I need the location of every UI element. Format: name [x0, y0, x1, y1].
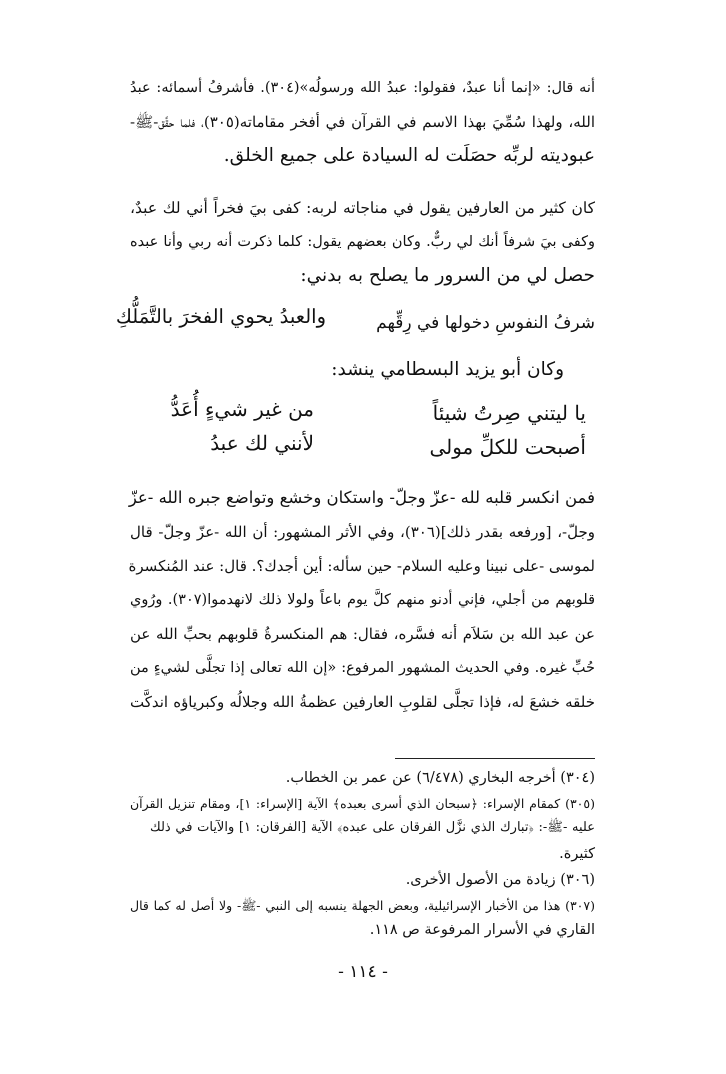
verse-hemistich-right: يا ليتني صِرتُ شيئاً — [432, 401, 586, 425]
body-line: لموسى -على نبينا وعليه السلام- حين سأله: أين أجدك؟. قال: عند المُنكسرة — [128, 557, 595, 575]
body-line: عن عبد الله بن سَلاَم أنه فسَّره، فقال: هم المنكسرةُ قلوبهم بحبِّ الله عن — [130, 625, 595, 643]
footnote: كثيرة. — [559, 846, 595, 862]
body-line: أنه قال: «إنما أنا عبدٌ، فقولوا: عبدُ الله ورسولُه»(٣٠٤). فأشرفُ أسمائه: عبدُ — [130, 80, 595, 96]
verse-hemistich-right: شرفُ النفوسِ دخولها في رِقِّهم — [376, 313, 595, 333]
footnote: القاري في الأسرار المرفوعة ص ١١٨. — [369, 922, 595, 938]
verse-hemistich-right: أصبحت للكلِّ مولى — [429, 435, 586, 459]
body-line: وكفى بيَ شرفاً أنك لي ربٌّ. وكان بعضهم يقول: كلما ذكرت أنه ربي وأنا عبده — [130, 234, 595, 250]
verse-hemistich-left: من غير شيءٍ أُعَدُّ — [170, 397, 314, 421]
body-line: كان كثير من العارفين يقول في مناجاته لربه: كفى بيَ فخراً أني لك عبدٌ، — [130, 199, 595, 217]
page-number: - ١١٤ - — [338, 962, 388, 982]
body-line: حصل لي من السرور ما يصلح به بدني: — [300, 265, 595, 286]
body-line: فمن انكسر قلبه لله -عزّ وجلّ- واستكان وخشع وتواضع جبره الله -عزّ — [128, 488, 595, 507]
body-line: الله، ولهذا سُمِّيَ بهذا الاسم في القرآن في أفخر مقاماته(٣٠٥)، فلما حقَّق-ﷺ- — [130, 113, 595, 131]
verse-hemistich-left: والعبدُ يحوي الفخرَ بالتَّمَلُّكِ — [115, 305, 326, 328]
body-line: قلوبهم من أجلي، فإني أدنو منهم كلَّ يوم باعاً ولولا ذلك لانهدموا(٣٠٧). ورُوي — [130, 592, 596, 608]
footnote-separator — [395, 758, 595, 759]
verse-hemistich-left: لأنني لك عبدُ — [210, 431, 314, 455]
body-line: خلقه خشعَ له، فإذا تجلَّى لقلوبِ العارفين عظمةُ الله وجلالُه وكبرياؤه اندكَّت — [130, 693, 595, 711]
body-line: عبوديته لربِّه حصَلَت له السيادة على جميع الخلق. — [223, 145, 595, 166]
footnote: (٣٠٧) هذا من الأخبار الإسرائيلية، وبعض الجهلة ينسبه إلى النبي -ﷺ- ولا أصل له كما قال — [130, 898, 595, 913]
footnote: (٣٠٦) زيادة من الأصول الأخرى. — [405, 872, 595, 888]
body-line: وجلّ-، [ورفعه بقدر ذلك](٣٠٦)، وفي الأثر المشهور: أن الله -عزّ وجلّ- قال — [130, 523, 595, 541]
footnote: (٣٠٤) أخرجه البخاري (٦/٤٧٨) عن عمر بن الخطاب. — [285, 770, 595, 786]
footnote: (٣٠٥) كمقام الإسراء: ﴿سبحان الذي أسرى بعبده﴾ الآية [الإسراء: ١]، ومقام تنزيل القرآن — [130, 796, 596, 811]
footnote: عليه -ﷺ-: ﴿تبارك الذي نزَّل الفرقان على عبده﴾ الآية [الفرقان: ١] والآيات في ذلك — [150, 820, 595, 835]
body-line: حُبِّ غيره. وفي الحديث المشهور المرفوع: «إن الله تعالى إذا تجلَّى لشيءٍ من — [130, 660, 595, 676]
body-line: وكان أبو يزيد البسطامي ينشد: — [331, 359, 564, 380]
